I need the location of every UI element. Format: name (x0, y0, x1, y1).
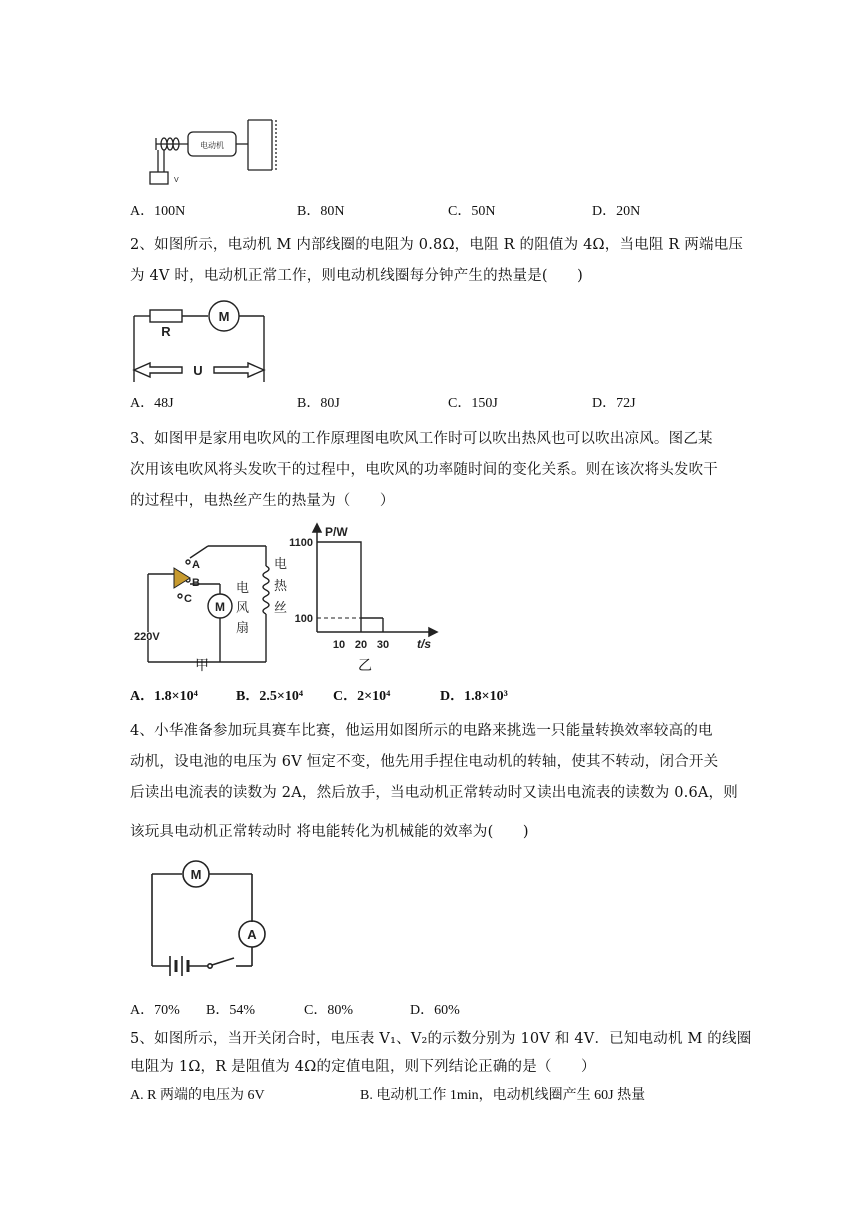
q3-power-time-chart (285, 522, 450, 654)
q3-option-a: A．1.8×10⁴ (130, 689, 198, 704)
q4-ammeter-label: A (247, 927, 257, 942)
q2-text-line-2: 为 4V 时，电动机正常工作，则电动机线圈每分钟产生的热量是( ) (130, 268, 584, 284)
q4-text-line-4: 该玩具电动机正常转动时 将电能转化为机械能的效率为( ) (130, 824, 529, 840)
q3-heater-label-3: 丝 (274, 600, 288, 615)
q2-option-c: C．150J (448, 396, 498, 411)
q1-option-a: A．100N (130, 204, 186, 219)
chart-x-tick-30: 30 (376, 639, 390, 651)
q3-heater-coil (263, 566, 269, 614)
q1-supply-label: V (174, 177, 179, 184)
q5-option-b: B. 电动机工作 1min，电动机线圈产生 60J 热量 (360, 1088, 646, 1103)
q2-resistor-label: R (161, 324, 171, 339)
chart-x-label: t/s (417, 637, 432, 651)
q2-option-d: D．72J (592, 396, 636, 411)
q3-motor-label: M (215, 600, 225, 614)
q2-text-line-1: 2、如图所示，电动机 M 内部线圈的电阻为 0.8Ω，电阻 R 的阻值为 4Ω，当电阻 R 两端电压 (130, 237, 744, 253)
q2-resistor (150, 310, 182, 322)
q3-voltage-label: 220V (134, 631, 160, 643)
q3-selector-switch (174, 568, 190, 588)
q2-circuit-figure (128, 296, 270, 386)
q4-option-a: A．70% (130, 1003, 180, 1018)
q4-option-b: B．54% (206, 1003, 255, 1018)
q3-text-line-1: 3、如图甲是家用电吹风的工作原理图电吹风工作时可以吹出热风也可以吹出凉风。图乙某 (130, 431, 713, 447)
chart-x-tick-20: 20 (354, 639, 368, 651)
q3-switch-a: A (192, 559, 200, 571)
q1-option-c: C．50N (448, 204, 496, 219)
q3-heater-label-1: 电 (274, 556, 288, 571)
q3-hairdryer-circuit (128, 540, 293, 675)
q1-motor-label: 电动机 (200, 141, 224, 150)
chart-x-tick-10: 10 (332, 639, 346, 651)
q3-fan-label-3: 扇 (236, 620, 250, 635)
q3-text-line-3: 的过程中，电热丝产生的热量为（ ） (130, 493, 395, 509)
q4-option-d: D．60% (410, 1003, 460, 1018)
chart-y-tick-100: 100 (294, 613, 313, 625)
chart-y-tick-1100: 1100 (289, 537, 313, 549)
q5-text-line-2: 电阻为 1Ω，R 是阻值为 4Ω的定值电阻，则下列结论正确的是（ ） (130, 1059, 596, 1075)
q1-option-d: D．20N (592, 204, 641, 219)
q4-circuit-figure (146, 858, 276, 976)
q3-switch-c: C (184, 593, 192, 605)
q4-text-line-3: 后读出电流表的读数为 2A，然后放手，当电动机正常转动时又读出电流表的读数为 0.6A，则 (130, 785, 738, 801)
q3-option-c: C．2×10⁴ (333, 689, 391, 704)
q3-figure-a-caption: 甲 (195, 658, 209, 674)
q1-figure (140, 108, 290, 192)
q3-text-line-2: 次用该电吹风将头发吹干的过程中，电吹风的功率随时间的变化关系。则在该次将头发吹干 (130, 462, 718, 478)
q4-text-line-2: 动机，设电池的电压为 6V 恒定不变，他先用手捏住电动机的转轴，使其不转动，闭合开关 (130, 754, 719, 770)
q3-figure-b-caption: 乙 (358, 658, 372, 674)
q2-motor-label: M (218, 309, 230, 324)
q1-option-b: B．80N (297, 204, 345, 219)
q3-option-d: D．1.8×10³ (440, 689, 508, 704)
chart-series-line (317, 542, 383, 618)
q2-option-a: A．48J (130, 396, 174, 411)
q4-option-c: C．80% (304, 1003, 353, 1018)
q3-fan-label-2: 风 (236, 600, 250, 615)
q4-switch (208, 964, 212, 968)
q3-fan-label-1: 电 (236, 580, 250, 595)
chart-y-label: P/W (325, 525, 348, 539)
q3-switch-b: B (192, 577, 200, 589)
q4-text-line-1: 4、小华准备参加玩具赛车比赛，他运用如图所示的电路来挑选一只能量转换效率较高的电 (130, 723, 713, 739)
q2-option-b: B．80J (297, 396, 340, 411)
q5-option-a: A. R 两端的电压为 6V (130, 1088, 265, 1103)
q4-motor-label: M (190, 867, 202, 882)
q5-text-line-1: 5、如图所示，当开关闭合时，电压表 V₁、V₂的示数分别为 10V 和 4V．已知电动机 M 的线圈 (130, 1031, 752, 1047)
q2-voltage-label: U (193, 363, 203, 378)
q3-option-b: B．2.5×10⁴ (236, 689, 304, 704)
q3-heater-label-2: 热 (274, 578, 288, 593)
